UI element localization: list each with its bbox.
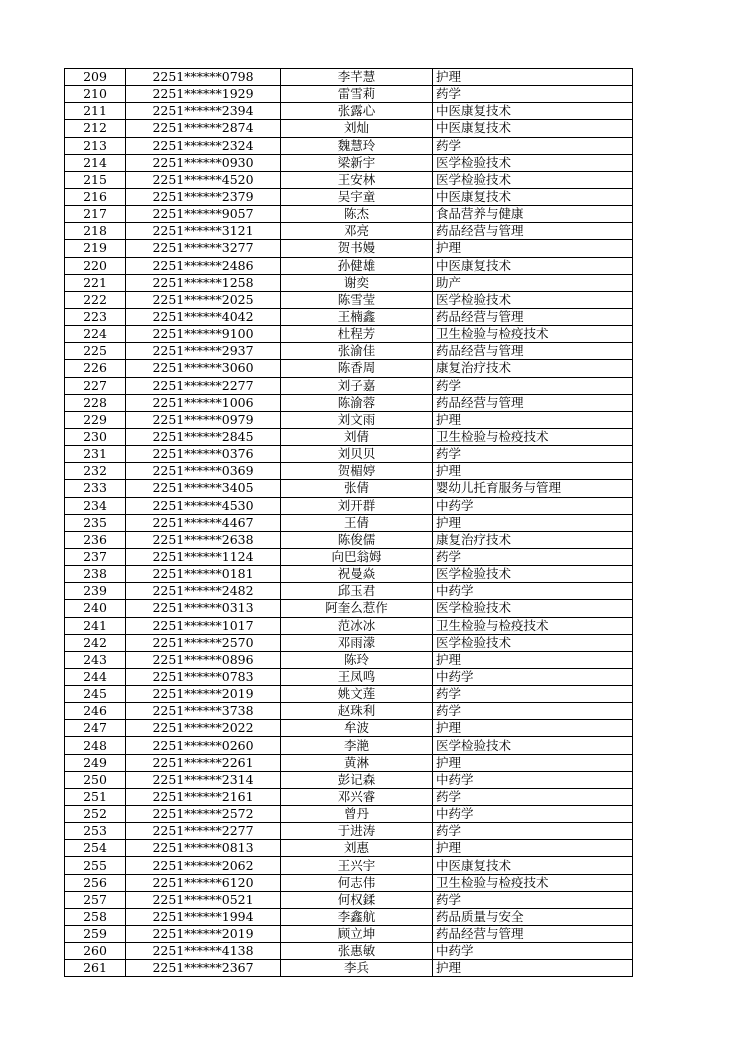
major-cell: 药学 [433,137,633,154]
major-cell: 护理 [433,720,633,737]
student-id-cell: 2251******0260 [126,737,281,754]
row-number-cell: 223 [65,308,126,325]
row-number-cell: 245 [65,686,126,703]
major-cell: 助产 [433,274,633,291]
student-id-cell: 2251******1124 [126,548,281,565]
major-cell: 护理 [433,960,633,977]
table-row [65,583,633,600]
row-number-cell: 253 [65,823,126,840]
student-name-cell: 陈雪莹 [281,291,433,308]
student-id-cell: 2251******2324 [126,137,281,154]
row-number-cell: 226 [65,360,126,377]
major-cell: 医学检验技术 [433,566,633,583]
student-name-cell: 刘倩 [281,428,433,445]
major-cell: 药学 [433,548,633,565]
row-number-cell: 229 [65,411,126,428]
student-name-cell: 魏慧玲 [281,137,433,154]
row-number-cell: 218 [65,223,126,240]
student-name-cell: 刘灿 [281,120,433,137]
row-number-cell: 228 [65,394,126,411]
student-name-cell: 向巴翁姆 [281,548,433,565]
student-id-cell: 2251******3405 [126,480,281,497]
student-name-cell: 贺书嫚 [281,240,433,257]
row-number-cell: 209 [65,69,126,86]
major-cell: 药学 [433,891,633,908]
student-id-cell: 2251******2486 [126,257,281,274]
student-name-cell: 王安林 [281,171,433,188]
major-cell: 医学检验技术 [433,154,633,171]
student-name-cell: 刘子嘉 [281,377,433,394]
row-number-cell: 249 [65,754,126,771]
student-id-cell: 2251******0930 [126,154,281,171]
table-row [65,274,633,291]
table-row [65,857,633,874]
table-row [65,926,633,943]
row-number-cell: 222 [65,291,126,308]
row-number-cell: 238 [65,566,126,583]
row-number-cell: 237 [65,548,126,565]
table-row [65,703,633,720]
student-name-cell: 何权鍒 [281,891,433,908]
student-name-cell: 吴宇童 [281,188,433,205]
student-id-cell: 2251******2937 [126,343,281,360]
student-id-cell: 2251******0813 [126,840,281,857]
row-number-cell: 250 [65,771,126,788]
row-number-cell: 214 [65,154,126,171]
student-id-cell: 2251******2570 [126,634,281,651]
student-name-cell: 张渝佳 [281,343,433,360]
major-cell: 药学 [433,823,633,840]
row-number-cell: 225 [65,343,126,360]
student-name-cell: 赵珠利 [281,703,433,720]
table-row [65,326,633,343]
major-cell: 中药学 [433,771,633,788]
row-number-cell: 242 [65,634,126,651]
student-id-cell: 2251******0798 [126,69,281,86]
student-id-cell: 2251******2025 [126,291,281,308]
student-name-cell: 张倩 [281,480,433,497]
major-cell: 医学检验技术 [433,291,633,308]
table-row [65,446,633,463]
row-number-cell: 256 [65,874,126,891]
student-name-cell: 王凤鸣 [281,668,433,685]
major-cell: 医学检验技术 [433,171,633,188]
major-cell: 卫生检验与检疫技术 [433,428,633,445]
row-number-cell: 216 [65,188,126,205]
major-cell: 药学 [433,446,633,463]
student-id-cell: 2251******0313 [126,600,281,617]
major-cell: 药品经营与管理 [433,394,633,411]
student-id-cell: 2251******1006 [126,394,281,411]
major-cell: 护理 [433,514,633,531]
student-id-cell: 2251******2022 [126,720,281,737]
student-name-cell: 刘文雨 [281,411,433,428]
major-cell: 卫生检验与检疫技术 [433,326,633,343]
student-id-cell: 2251******9057 [126,206,281,223]
student-name-cell: 王楠鑫 [281,308,433,325]
student-name-cell: 陈玲 [281,651,433,668]
table-row [65,240,633,257]
student-name-cell: 祝曼焱 [281,566,433,583]
student-name-cell: 顾立坤 [281,926,433,943]
student-id-cell: 2251******3738 [126,703,281,720]
student-name-cell: 陈渝蓉 [281,394,433,411]
student-name-cell: 贺楣婷 [281,463,433,480]
student-id-cell: 2251******1258 [126,274,281,291]
table-row [65,788,633,805]
table-row [65,497,633,514]
major-cell: 中药学 [433,583,633,600]
major-cell: 护理 [433,240,633,257]
major-cell: 药品经营与管理 [433,308,633,325]
major-cell: 医学检验技术 [433,634,633,651]
student-name-cell: 邓亮 [281,223,433,240]
student-id-cell: 2251******2277 [126,377,281,394]
student-id-cell: 2251******0783 [126,668,281,685]
student-name-cell: 邓雨濛 [281,634,433,651]
row-number-cell: 258 [65,908,126,925]
student-name-cell: 范冰冰 [281,617,433,634]
student-id-cell: 2251******6120 [126,874,281,891]
table-row [65,840,633,857]
major-cell: 康复治疗技术 [433,360,633,377]
major-cell: 中药学 [433,806,633,823]
table-row [65,69,633,86]
student-id-cell: 2251******2572 [126,806,281,823]
student-id-cell: 2251******2367 [126,960,281,977]
row-number-cell: 215 [65,171,126,188]
student-id-cell: 2251******0181 [126,566,281,583]
major-cell: 药学 [433,686,633,703]
row-number-cell: 232 [65,463,126,480]
student-name-cell: 陈杰 [281,206,433,223]
student-id-cell: 2251******3121 [126,223,281,240]
table-row [65,120,633,137]
row-number-cell: 227 [65,377,126,394]
student-id-cell: 2251******0521 [126,891,281,908]
major-cell: 药品经营与管理 [433,926,633,943]
row-number-cell: 251 [65,788,126,805]
student-id-cell: 2251******4530 [126,497,281,514]
table-row [65,771,633,788]
row-number-cell: 236 [65,531,126,548]
row-number-cell: 244 [65,668,126,685]
major-cell: 中药学 [433,943,633,960]
student-name-cell: 彭记森 [281,771,433,788]
major-cell: 护理 [433,411,633,428]
row-number-cell: 239 [65,583,126,600]
student-id-cell: 2251******2394 [126,103,281,120]
table-row [65,651,633,668]
row-number-cell: 210 [65,86,126,103]
row-number-cell: 254 [65,840,126,857]
table-row [65,634,633,651]
table-row [65,600,633,617]
row-number-cell: 257 [65,891,126,908]
major-cell: 药学 [433,377,633,394]
student-id-cell: 2251******2314 [126,771,281,788]
student-id-cell: 2251******4138 [126,943,281,960]
student-id-cell: 2251******2277 [126,823,281,840]
table-row [65,257,633,274]
table-row [65,874,633,891]
table-row [65,154,633,171]
row-number-cell: 260 [65,943,126,960]
student-name-cell: 王倩 [281,514,433,531]
major-cell: 中医康复技术 [433,188,633,205]
student-id-cell: 2251******2161 [126,788,281,805]
student-name-cell: 李滟 [281,737,433,754]
major-cell: 卫生检验与检疫技术 [433,874,633,891]
table-row [65,411,633,428]
table-row [65,137,633,154]
row-number-cell: 247 [65,720,126,737]
table-row [65,206,633,223]
student-name-cell: 梁新宇 [281,154,433,171]
student-id-cell: 2251******0979 [126,411,281,428]
major-cell: 卫生检验与检疫技术 [433,617,633,634]
table-row [65,360,633,377]
student-id-cell: 2251******0896 [126,651,281,668]
student-id-cell: 2251******1929 [126,86,281,103]
major-cell: 护理 [433,754,633,771]
row-number-cell: 248 [65,737,126,754]
row-number-cell: 212 [65,120,126,137]
row-number-cell: 259 [65,926,126,943]
student-name-cell: 陈俊儒 [281,531,433,548]
student-id-cell: 2251******1017 [126,617,281,634]
student-name-cell: 王兴宇 [281,857,433,874]
student-name-cell: 杜程芳 [281,326,433,343]
table-row [65,291,633,308]
major-cell: 康复治疗技术 [433,531,633,548]
table-row [65,223,633,240]
student-id-cell: 2251******3277 [126,240,281,257]
table-row [65,754,633,771]
major-cell: 中医康复技术 [433,857,633,874]
student-roster-table [64,68,633,977]
table-row [65,377,633,394]
table-row [65,566,633,583]
table-row [65,737,633,754]
row-number-cell: 230 [65,428,126,445]
row-number-cell: 213 [65,137,126,154]
student-id-cell: 2251******2845 [126,428,281,445]
table-row [65,891,633,908]
row-number-cell: 235 [65,514,126,531]
row-number-cell: 220 [65,257,126,274]
row-number-cell: 261 [65,960,126,977]
major-cell: 中药学 [433,668,633,685]
table-row [65,171,633,188]
table-row [65,480,633,497]
row-number-cell: 243 [65,651,126,668]
roster-body [65,69,633,977]
student-id-cell: 2251******1994 [126,908,281,925]
major-cell: 食品营养与健康 [433,206,633,223]
table-row [65,103,633,120]
student-name-cell: 邱玉君 [281,583,433,600]
student-id-cell: 2251******0369 [126,463,281,480]
student-id-cell: 2251******2482 [126,583,281,600]
table-row [65,548,633,565]
major-cell: 护理 [433,69,633,86]
student-name-cell: 谢奕 [281,274,433,291]
row-number-cell: 240 [65,600,126,617]
table-row [65,394,633,411]
student-name-cell: 阿奎么惹作 [281,600,433,617]
row-number-cell: 234 [65,497,126,514]
student-id-cell: 2251******2379 [126,188,281,205]
row-number-cell: 211 [65,103,126,120]
row-number-cell: 246 [65,703,126,720]
table-row [65,720,633,737]
table-row [65,428,633,445]
major-cell: 药品经营与管理 [433,223,633,240]
major-cell: 药品质量与安全 [433,908,633,925]
student-id-cell: 2251******9100 [126,326,281,343]
student-id-cell: 2251******2019 [126,686,281,703]
student-name-cell: 邓兴睿 [281,788,433,805]
student-name-cell: 李芊慧 [281,69,433,86]
major-cell: 中药学 [433,497,633,514]
row-number-cell: 255 [65,857,126,874]
major-cell: 医学检验技术 [433,600,633,617]
row-number-cell: 241 [65,617,126,634]
table-row [65,823,633,840]
student-name-cell: 孙健雄 [281,257,433,274]
student-name-cell: 刘贝贝 [281,446,433,463]
table-row [65,668,633,685]
student-name-cell: 曾丹 [281,806,433,823]
major-cell: 药品经营与管理 [433,343,633,360]
student-name-cell: 黄淋 [281,754,433,771]
table-row [65,806,633,823]
row-number-cell: 217 [65,206,126,223]
row-number-cell: 233 [65,480,126,497]
table-row [65,531,633,548]
student-name-cell: 姚文莲 [281,686,433,703]
row-number-cell: 231 [65,446,126,463]
student-name-cell: 牟波 [281,720,433,737]
major-cell: 婴幼儿托育服务与管理 [433,480,633,497]
major-cell: 护理 [433,651,633,668]
major-cell: 药学 [433,703,633,720]
table-row [65,617,633,634]
student-name-cell: 于进涛 [281,823,433,840]
major-cell: 中医康复技术 [433,103,633,120]
student-name-cell: 张惠敏 [281,943,433,960]
table-row [65,343,633,360]
student-id-cell: 2251******2062 [126,857,281,874]
major-cell: 药学 [433,86,633,103]
row-number-cell: 224 [65,326,126,343]
student-name-cell: 李兵 [281,960,433,977]
student-id-cell: 2251******0376 [126,446,281,463]
table-row [65,943,633,960]
table-row [65,463,633,480]
table-row [65,908,633,925]
table-row [65,308,633,325]
row-number-cell: 219 [65,240,126,257]
table-row [65,86,633,103]
student-name-cell: 刘惠 [281,840,433,857]
major-cell: 护理 [433,463,633,480]
student-id-cell: 2251******2261 [126,754,281,771]
major-cell: 中医康复技术 [433,120,633,137]
student-id-cell: 2251******2019 [126,926,281,943]
major-cell: 中医康复技术 [433,257,633,274]
major-cell: 药学 [433,788,633,805]
student-id-cell: 2251******2874 [126,120,281,137]
row-number-cell: 252 [65,806,126,823]
table-row [65,686,633,703]
student-id-cell: 2251******4042 [126,308,281,325]
student-id-cell: 2251******3060 [126,360,281,377]
student-name-cell: 何志伟 [281,874,433,891]
table-row [65,960,633,977]
student-id-cell: 2251******4520 [126,171,281,188]
student-name-cell: 雷雪莉 [281,86,433,103]
student-id-cell: 2251******2638 [126,531,281,548]
table-row [65,514,633,531]
student-id-cell: 2251******4467 [126,514,281,531]
student-name-cell: 张露心 [281,103,433,120]
major-cell: 医学检验技术 [433,737,633,754]
student-name-cell: 刘开群 [281,497,433,514]
row-number-cell: 221 [65,274,126,291]
major-cell: 护理 [433,840,633,857]
table-row [65,188,633,205]
student-name-cell: 陈香周 [281,360,433,377]
student-name-cell: 李鑫航 [281,908,433,925]
